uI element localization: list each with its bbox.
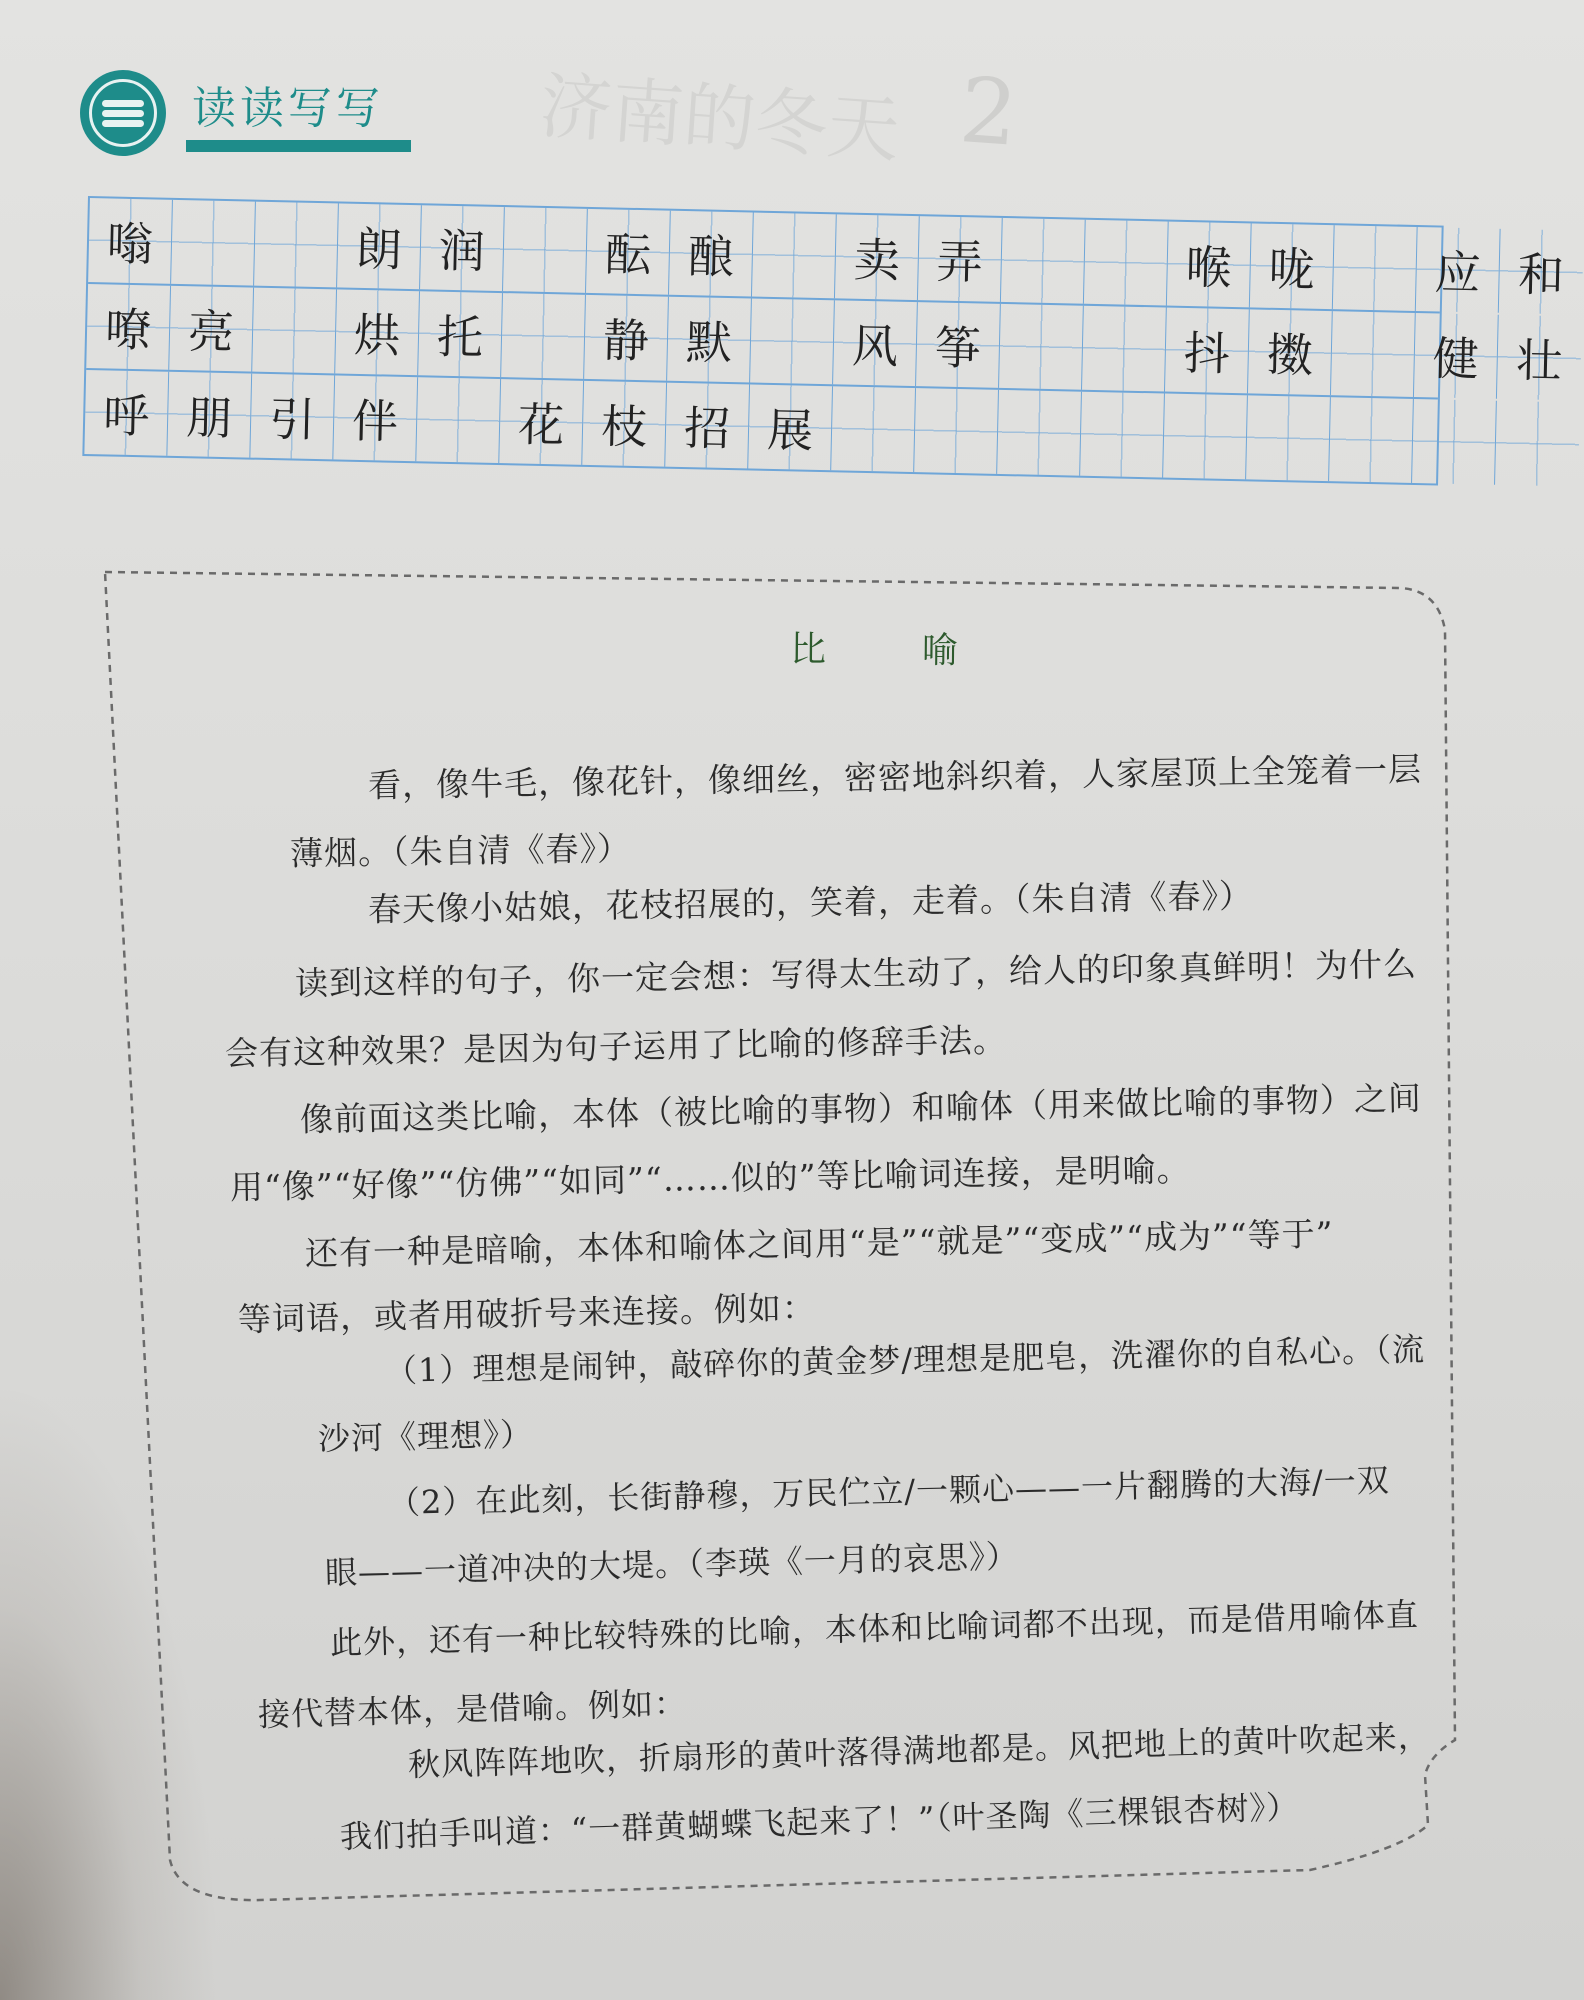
body-line: 读到这样的句子，你一定会想：写得太生动了，给人的印象真鲜明！为什么 xyxy=(294,944,1418,1003)
grid-cell xyxy=(1163,394,1248,480)
grid-cell xyxy=(1082,306,1167,392)
grid-cell xyxy=(1001,218,1086,304)
character-grid xyxy=(82,196,1565,486)
grid-cell: 花 xyxy=(499,379,584,465)
grid-cell xyxy=(1331,311,1416,397)
grid-cell: 擞 xyxy=(1248,309,1333,395)
body-line: （2）在此刻，长街静穆，万民伫立/一颗心——一片翻腾的大海/一双 xyxy=(387,1461,1391,1522)
section-header xyxy=(80,62,440,162)
body-line: 接代替本体，是借喻。例如： xyxy=(257,1684,688,1734)
grid-cell: 展 xyxy=(748,384,833,470)
grid-cell: 弄 xyxy=(918,216,1003,302)
body-line: 秋风阵阵地吹，折扇形的黄叶落得满地都是。风把地上的黄叶吹起来， xyxy=(407,1717,1432,1784)
grid-cell: 烘 xyxy=(335,289,420,375)
title-underline xyxy=(186,140,411,152)
grid-cell: 和 xyxy=(1499,229,1584,315)
grid-cell: 嘹 xyxy=(86,284,171,370)
grid-cell xyxy=(171,200,256,286)
grid-cell: 筝 xyxy=(916,302,1001,388)
grid-cell: 咙 xyxy=(1250,223,1335,309)
grid-cell xyxy=(752,213,837,299)
grid-cell xyxy=(1084,220,1169,306)
grid-cell: 引 xyxy=(250,374,335,460)
body-line: 我们拍手叫道：“一群黄蝴蝶飞起来了！”（叶圣陶《三棵银杏树》） xyxy=(339,1787,1300,1856)
body-line: 眼——一道冲决的大堤。（李瑛《一月的哀思》） xyxy=(324,1537,1020,1592)
grid-cell xyxy=(1333,225,1418,311)
body-line: 此外，还有一种比较特殊的比喻，本体和比喻词都不出现，而是借用喻体直 xyxy=(329,1595,1420,1662)
grid-cell: 朋 xyxy=(167,372,252,458)
section-title: 读读写写 xyxy=(192,83,384,134)
body-line: 还有一种是暗喻，本体和喻体之间用“是”“就是”“变成”“成为”“等于” xyxy=(304,1214,1334,1273)
grid-cell xyxy=(750,299,835,385)
grid-cell xyxy=(1495,401,1580,487)
grid-cell xyxy=(997,390,1082,476)
body-line: 像前面这类比喻，本体（被比喻的事物）和喻体（用来做比喻的事物）之间 xyxy=(299,1078,1423,1139)
box-title: 比 喻 xyxy=(789,629,989,672)
grid-cell xyxy=(914,388,999,474)
grid-cell: 嗡 xyxy=(88,198,173,284)
grid-cell xyxy=(503,207,588,293)
body-line: 沙河《理想》） xyxy=(317,1415,534,1458)
grid-cell xyxy=(254,202,339,288)
grid-cell: 默 xyxy=(667,297,752,383)
grid-cell: 酝 xyxy=(586,209,671,295)
grid-cell: 卖 xyxy=(835,214,920,300)
body-line: 用“像”“好像”“仿佛”“如同”“……似的”等比喻词连接，是明喻。 xyxy=(229,1149,1191,1207)
grid-cell: 喉 xyxy=(1167,222,1252,308)
body-line: 看，像牛毛，像花针，像细丝，密密地斜织着，人家屋顶上全笼着一层 xyxy=(367,749,1423,805)
grid-cell xyxy=(1329,397,1414,483)
grid-cell: 壮 xyxy=(1497,315,1582,401)
grid-cell: 健 xyxy=(1414,313,1499,399)
grid-cell: 朗 xyxy=(337,203,422,289)
body-line: 等词语，或者用破折号来连接。例如： xyxy=(237,1287,817,1339)
grid-cell: 招 xyxy=(665,383,750,469)
grid-cell: 呼 xyxy=(84,370,169,456)
grid-cell xyxy=(501,293,586,379)
body-line: （1）理想是闹钟，敲碎你的黄金梦/理想是肥皂，洗濯你的自私心。（流 xyxy=(384,1330,1426,1390)
grid-cell xyxy=(1412,399,1497,485)
grid-cell: 亮 xyxy=(169,286,254,372)
grid-cell xyxy=(1246,395,1331,481)
bleed-through-lesson-title: 济南的冬天 xyxy=(537,63,903,173)
body-line: 会有这种效果？是因为句子运用了比喻的修辞手法。 xyxy=(224,1020,1008,1073)
bleed-through-lesson-number: 2 xyxy=(956,58,1021,167)
grid-cell xyxy=(416,377,501,463)
body-line: 薄烟。（朱自清《春》） xyxy=(289,828,632,873)
section-number-icon xyxy=(80,70,166,156)
grid-cell: 静 xyxy=(584,295,669,381)
grid-cell xyxy=(831,386,916,472)
grid-cell: 伴 xyxy=(333,375,418,461)
grid-cell: 应 xyxy=(1416,227,1501,313)
grid-cell: 枝 xyxy=(582,381,667,467)
grid-cell: 风 xyxy=(833,300,918,386)
grid-cell xyxy=(999,304,1084,390)
grid-cell: 酿 xyxy=(669,211,754,297)
grid-cell: 润 xyxy=(420,205,505,291)
grid-cell: 抖 xyxy=(1165,308,1250,394)
body-line: 春天像小姑娘，花枝招展的，笑着，走着。（朱自清《春》） xyxy=(367,876,1254,929)
grid-cell: 托 xyxy=(418,291,503,377)
grid-cell xyxy=(252,288,337,374)
grid-cell xyxy=(1080,392,1165,478)
